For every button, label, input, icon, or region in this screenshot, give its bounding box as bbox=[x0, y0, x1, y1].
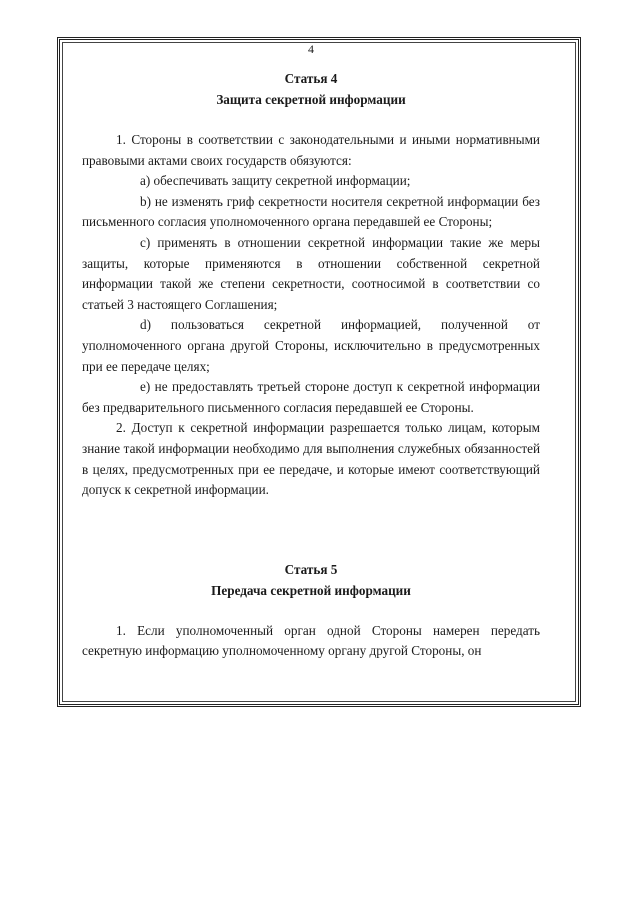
article-4-item-a: а) обеспечивать защиту секретной информации; bbox=[140, 173, 411, 189]
article-4-item-b: b) не изменять гриф секретности носителя секретной информации без письменного согласия уполномоченного органа передавшей ее Стороны; bbox=[82, 193, 540, 230]
article-5-paragraph-1: 1. Если уполномоченный орган одной Стороны намерен передать секретную информацию уполномоченному органу другой Стороны, он bbox=[82, 622, 540, 659]
document-page bbox=[82, 42, 540, 662]
article-4-title: Статья 4 bbox=[284, 71, 338, 86]
article-4-paragraph-2: 2. Доступ к секретной информации разрешается только лицам, которым знание такой информации необходимо для выполнения служебных обязанностей в целях, предусмотренных при ее передаче, и которые имеют соответствующий допуск к секретной информации. bbox=[82, 420, 540, 498]
article-4-item-c: c) применять в отношении секретной информации такие же меры защиты, которые применяются в отношении собственной секретной информации такой же степени секретности, соотносимой в соответствии со статьей 3 настоящего Соглашения; bbox=[82, 234, 540, 312]
article-4-paragraph-1: 1. Стороны в соответствии с законодательными и иными нормативными правовыми актами своих государств обязуются: bbox=[82, 132, 540, 168]
article-4-subtitle: Защита секретной информации bbox=[216, 92, 406, 107]
article-5-title: Статья 5 bbox=[284, 561, 338, 577]
section-spacer bbox=[82, 501, 540, 559]
page-number: 4 bbox=[308, 42, 314, 56]
article-5-subtitle: Передача секретной информации bbox=[211, 582, 411, 598]
article-4-item-e: e) не предоставлять третьей стороне доступ к секретной информации без предварительного письменного согласия передавшей ее Стороны. bbox=[82, 379, 540, 415]
article-4-item-d: d) пользоваться секретной информацией, полученной от уполномоченного органа другой Стороны, исключительно в предусмотренных при ее передаче целях; bbox=[82, 317, 540, 374]
